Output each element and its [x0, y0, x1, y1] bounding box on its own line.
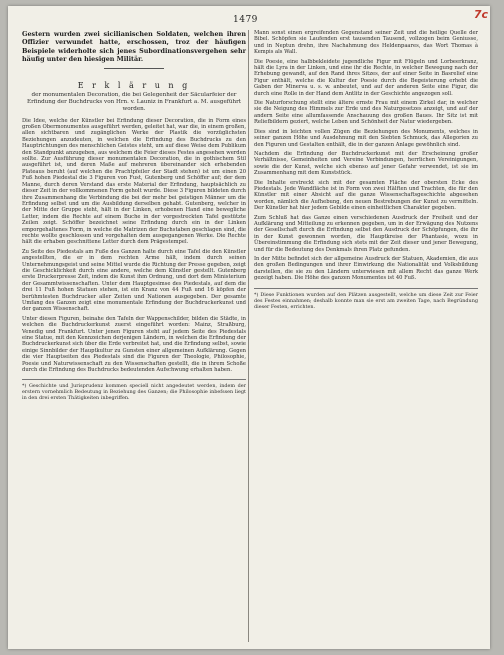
- article-paragraph: Die Poesie, eine halbbekleidete jugendliche Figur mit Flügeln und Lorbeerkranz, hält die Lyra in der Linken, und eine ihr die Rechte, in welcher Bewegung nach der Erhebung gewandt, auf den Rand ihres Sitzes, der auf einer Seite in Basrelief eine Figur enthält, welche die Kultur der Poesie durch die Begeisterung erhebt die Gaben der Minerva u. s. w. anbeutet, und auf der anderen Seite eine Figur, die durch eine Rolle in der Hand dem Antlitz in der Geschichte angezogen soll.: [254, 58, 478, 97]
- article-paragraph: Zu Seite des Piedestals am Fuße des Ganzen halte durch eine Tafel die den Künstler angestellten, die er in dem rechten Arme hält, indem durch seinen Unternehmungsgeist und seine Mittel wurde die Richtung der Presse gegeben, zeigt die Geschicklichkeit durch eine andere, welche dem Künstler gestellt. Gutenberg erste Druckerpresse Zeit, indem die Kunst ihm Ordnung, und dort dem Ministerium der Gesammtwissenschaften. Unter dem Hauptgesimse des Piedestals, auf dem die drei 11 Fuß hohen Statuen stehen, ist ein Kranz von 44 Fuß und 16 köpfen der berühmtesten Buchdrucker aller Zeiten und Nationen ausgegeben. Der gesamte Umfang des Ganzen zeigt eine monumentale Erfindung der Buchdruckerkunst und der ganzen Wissenschaft.: [22, 248, 246, 313]
- article-paragraph: Zum Schluß hat das Ganze einen verschiedenen Ausdruck der Freiheit und der Aufklärung und Mitteilung zu erkennen gegeben, um in der Erwägung des Nutzens der Gesellschaft durch die Erfindung selbst den Ausdruck der Schöpfungen, die ihr in der Kunst gewonnen worden, die Hauptkreise der Phantasie, wozu in Übereinstimmung die Erfindung sich stets mit der Zeit dieser und jener Bewegung, und für die Bedeutung des Denkmals ihren Platz gefunden.: [254, 214, 478, 253]
- article-heading: E r k l ä r u n g: [77, 80, 191, 90]
- article-paragraph: Die Idee, welche der Künstler bei Erfindung dieser Decoration, die in Form eines großen Obermonumentes ausgeführt werden, geleitet hat, war die, in einem großen, allen sichtbaren und zugänglichen Werke der Plastik die vorzüglichsten Beziehungen anzudeuten, in welchen die Erfindung des Buchdrucks zu den Hauptrichtungen des menschlichen Geistes steht, um auf diese Weise dem Publikum den Standpunkt anzugeben, aus welchem die Feier dieses Festes angesehen werden sollte. Zur Ausführung dieser monumentalen Decoration, die in gothischem Stil ausgeführt ist, und deren Maße auf mehreren übereinander sich erhebenden Plateaus beruht (auf welchen die Prachtpfeiler der Stadt stehen) ist um einen 20 Fuß hohen Piedestal die 3 Figuren von Fust, Gutenberg und Schöffer auf; der dem Manne, durch deren Verstand das erste Material der Erfindung, hauptsächlich zu dieser Zeit in der vollkommenen Form geholt wurde. Diese 3 Figuren bildeten durch ihre Zusammenhang die Verbindung die bei der mehr bei geistigen Männer um die Erfindung selbst und um die Ausbildung derselben gehabt. Gutenberg, welcher in der Mitte der Gruppe steht, hält in der Linken, erhobenen Hand eine bewegliche Letter, indem die Rechte auf einem Buche in der vorgestreckten Tafel gestützte Zeilen zeigt. Schöffer bezeichnet seine Erfindung durch ein in der Linken emporgehaltenes Form, in welche die Matrizen der Buchstaben geschlagen sind, die rechte wollte geschlossen und vorgehalten dem ausgegangenen Werke. Die Rechte hält die erhaben geschnittene Letter durch dem Prägestempel.: [22, 117, 246, 246]
- footnote-text: *) Diese Funktionen wurden auf den Plätzen ausgestellt, welche um diese Zeit zur Feier des Festes einnahmen; deshalb konnte man sie erst am zweiten Tage, nach Begründung dieser Festen, errichten.: [254, 291, 478, 310]
- article-paragraph: Mann sonst einen ergreifenden Gegenstand seiner Zeit und die heilige Quelle der Bibel. Schöpfen sie Laufenden erst tausenden Tausend, vollzogen beim Geniusse, und in Neptun drehn, ihre Nachahmung des Heldenpaares, das Wort Thomas à Kempis als Wall.: [254, 30, 478, 56]
- footnote-block: [254, 288, 478, 310]
- article-paragraph: Die Naturforschung stellt eine ältere ernste Frau mit einem Zirkel dar, in welcher sie die Neigung des Himmels zur Erde und des Naturgesetzes anzeigt, und auf der andern Seite eine allumfassende Anschauung des großen Baues. Ihr Sitz ist mit Reliefbildern geziert, welche Leben und Schönheit der Natur wiedergeben.: [254, 100, 478, 126]
- article-subheading: der monumentalen Decoration, die bei Gelegenheit der Säcularfeier der Erfindung der Buchdrucks von Hrn. v. Launiz in Frankfurt a. M. ausgeführt worden.: [27, 91, 241, 112]
- newspaper-page: [8, 6, 490, 649]
- left-column: [22, 30, 246, 404]
- archive-stamp: 7c: [473, 8, 488, 21]
- column-divider: [248, 30, 249, 642]
- article-paragraph: Nachdem die Erfindung der Buchdruckerkunst mit der Erscheinung großer Verhältnisse, Gemeinheiten und Vereine Verbindungen, herrlichen Vereinigungen, sowie die der Kunst, welche sich ebenso auf jener Gefahr verwendet, ist sie im Zusammenhang mit dem Kunststück.: [254, 150, 478, 177]
- article-paragraph: Die Inhalte erstreckt sich mit der gesamten Fläche der obersten Ecke des Piedestals. Jede Wandfläche ist in Form von zwei Hälften und Trachten, die für den Künstler mit einer Absicht auf die ganze Wissenschaftsgeschichte abgesehen worden, nämlich die Aufhebung, den neuen Bestrebungen der Kunst zu vermitteln. Der Künstler hat hier jedem Gebilde einen einheitlichen Charakter gegeben.: [254, 179, 478, 212]
- page-number: 1479: [233, 15, 258, 25]
- news-item-soldiers: Gestern wurden zwei sicilianischen Soldaten, welchen ihren Offizier verwundet hatte, erschossen, troz der häufigen Beispiele widerholte sich jenes Subordinationsvergehen sehr häufig unter den hiesigen Militär.: [22, 30, 246, 64]
- footnote-text: *) Geschichte und Jurisprudenz kommen speciell nicht angedeutet werden, indem der erstern vornehmlich Bedeutung in Beziehung des Ganzen; die Philosophie inbefssen liegt in den drei ersten Thätigkeiten inbegriffen.: [22, 383, 246, 402]
- footnote-block: [22, 379, 246, 401]
- article-paragraph: In der Mitte befindet sich der allgemeine Ausdruck der Statuen, Akademien, die aus den großen Bedingungen und ihrer Einwirkung die Nationalität und Volksbildung darstellen, die sie zu den Ländern unterwiesen mit allem Recht das ganze Werk gezeigt haben. Die Höhe des ganzen Monumentes ist 40 Fuß.: [254, 256, 478, 282]
- right-column: [254, 30, 478, 313]
- section-rule: [104, 68, 164, 69]
- article-paragraph: Dies sind in leichten vollen Zügen die Beziehungen des Monuments, welches in seiner ganzen Höhe und Ausdehnung mit den Siebten Schmuck, das Allegorien zu den Figuren und Gestalten enthält, die in der ganzen Anlage gewöhnlich sind.: [254, 128, 478, 148]
- article-paragraph: Unter diesen Figuren, beinahe den Tafeln der Wappenschilder, bilden die Städte, in welchen die Buchdruckerkunst zuerst eingeführt worden: Mainz, Straßburg, Venedig und Frankfurt. Unter jenen Figuren steht auf jedem Seite des Piedestals eine Statue, mit den Kennzeichen derjenigen Ländern, in welchen die Erfindung der Buchdruckerkunst sich über die Erde verbreitet hat, und die Erfindung selbst, sowie einige Sinnbilder der Hauptkultur zu Gunsten einer allgemeinen Aufklärung. Gegen die vier Hauptseiten des Piedestals sind die Figuren der Theologie, Philosophie, Poesie und Naturwissenschaft zu den Wissenschaften gestellt, die in ihrem Schoße durch die Erfindung des Buchdrucks bedeutenden Aufschwung erhalten haben.: [22, 315, 246, 374]
